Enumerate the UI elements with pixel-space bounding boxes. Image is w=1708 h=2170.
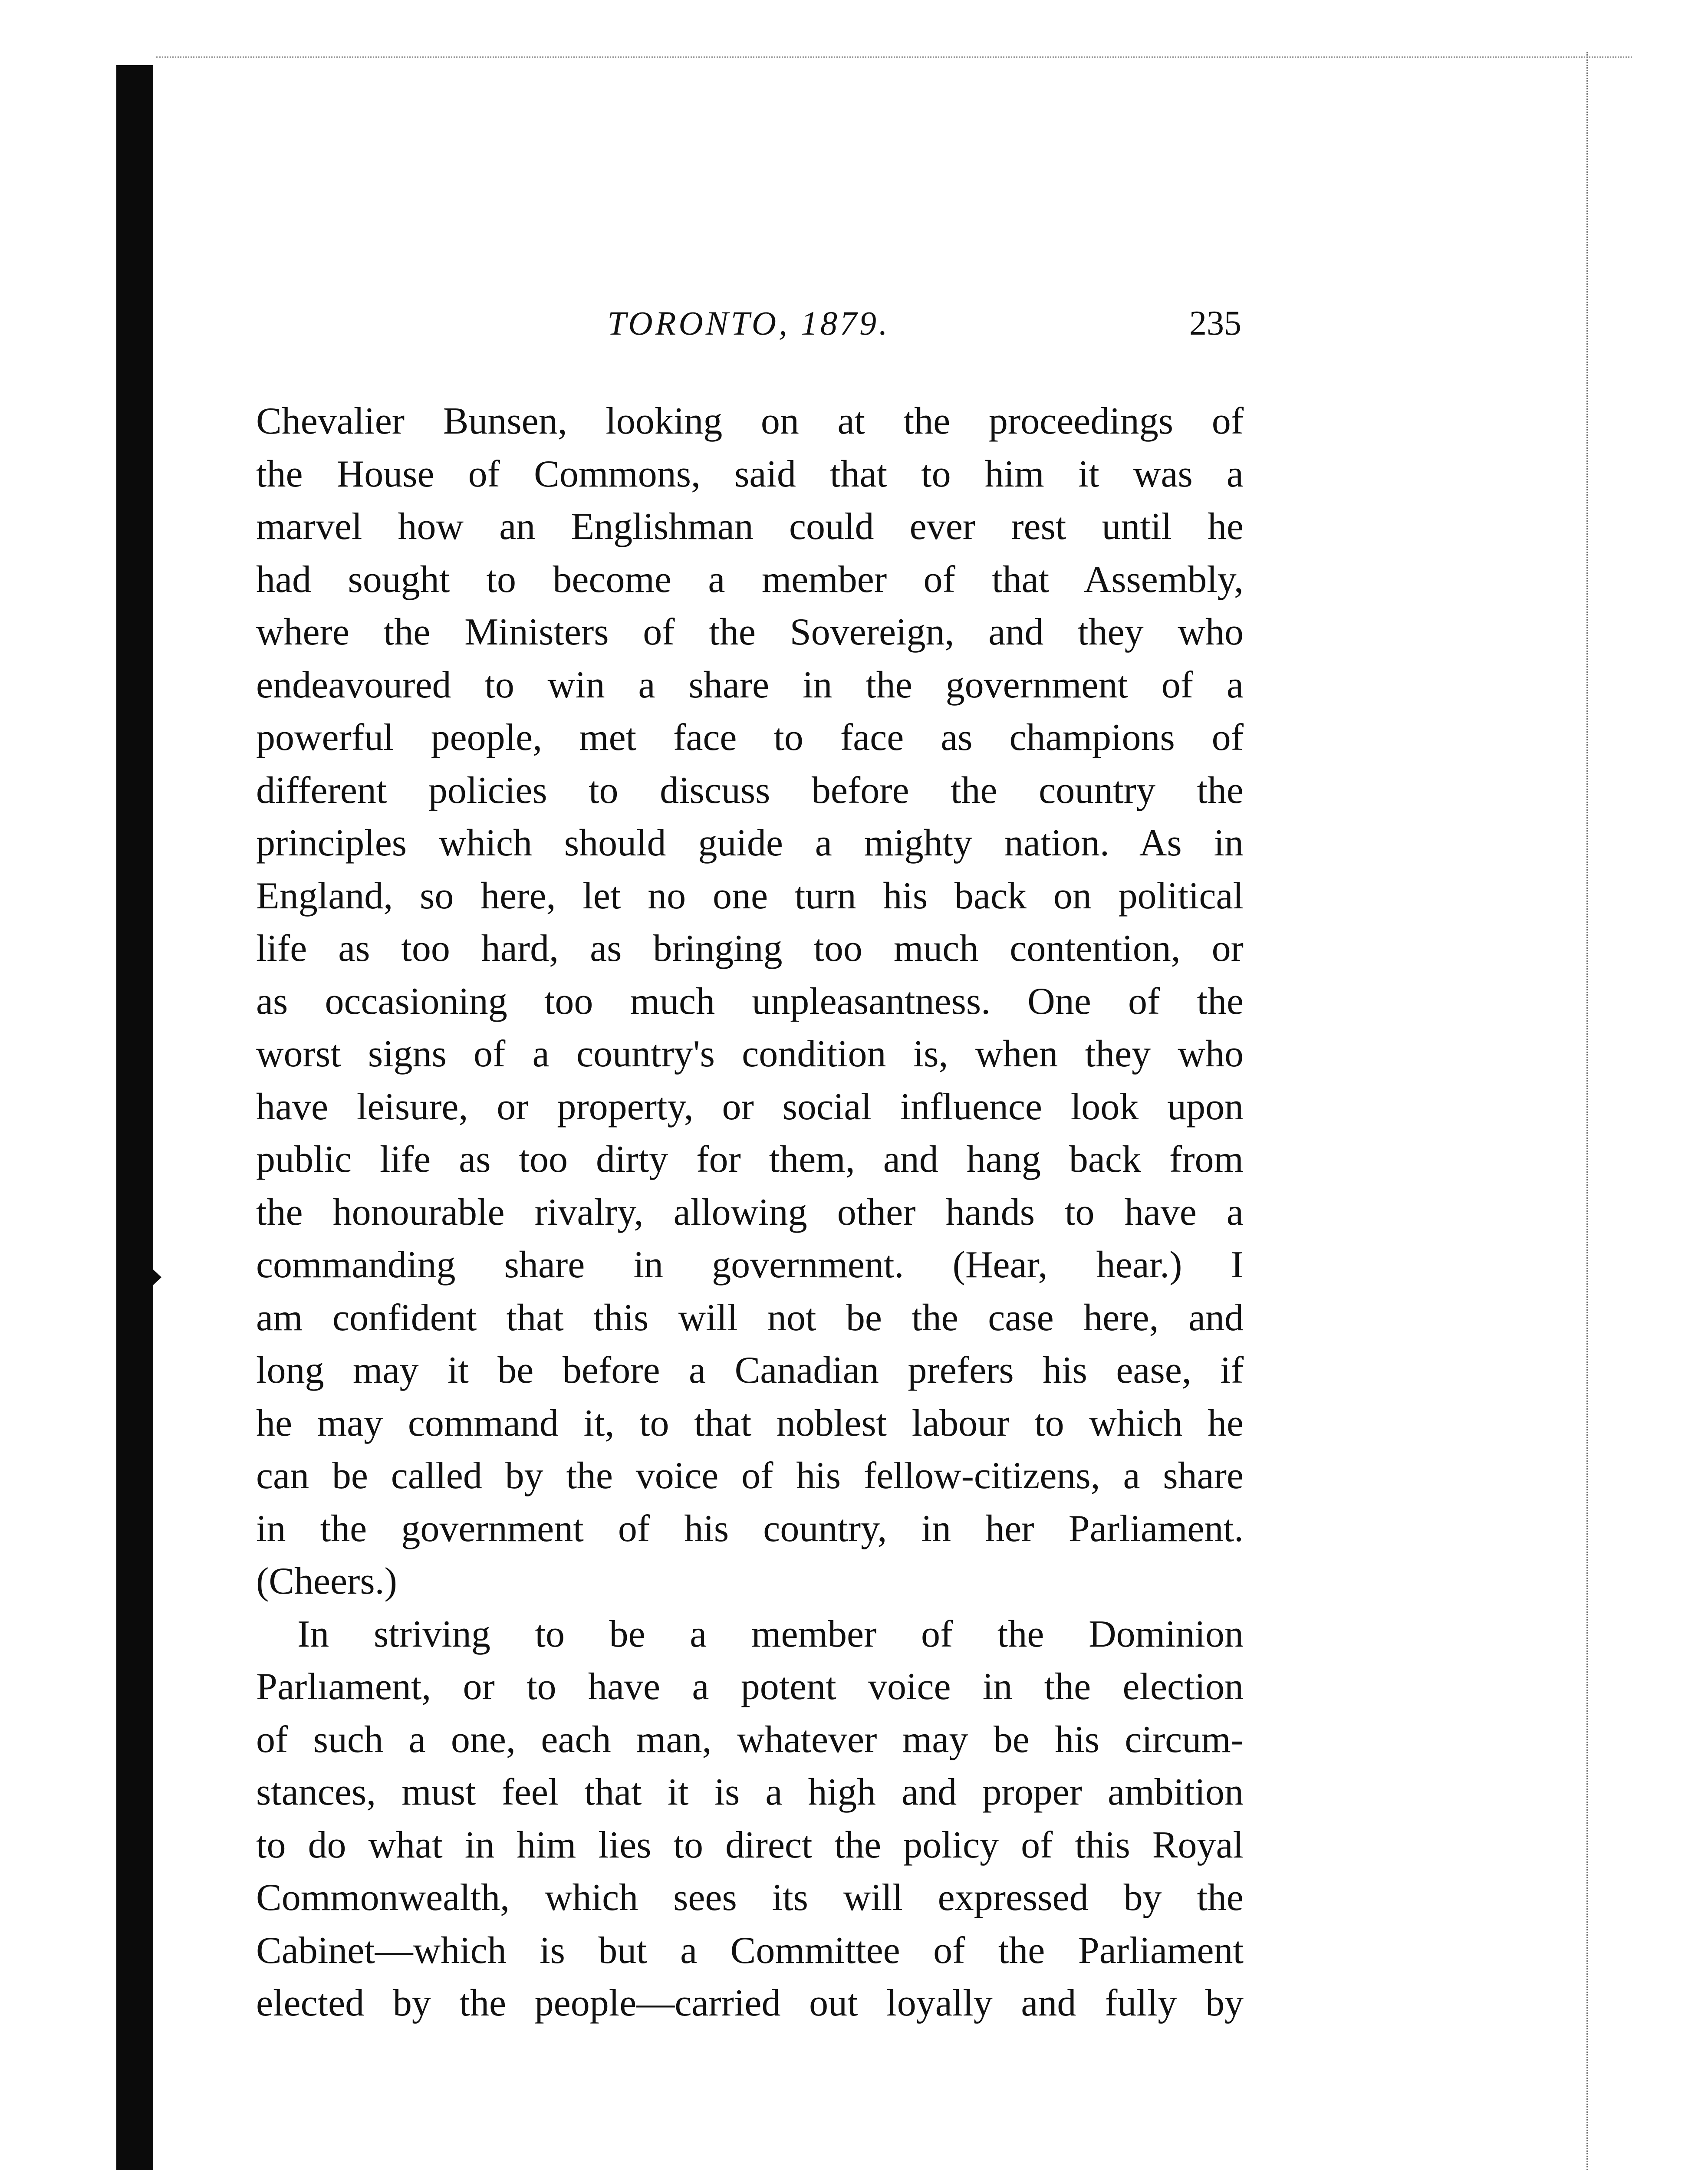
text-line: public life as too dirty for them, and hang back from xyxy=(256,1138,1244,1180)
page-edge-right xyxy=(1586,52,1588,2170)
text-line: Commonwealth, which sees its will expressed by the xyxy=(256,1877,1244,1919)
text-line: he may command it, to that noblest labour to which he xyxy=(256,1402,1244,1444)
text-line: principles which should guide a mighty nation. As in xyxy=(256,822,1244,864)
page-number: 235 xyxy=(1189,304,1241,342)
text-line: marvel how an Englishman could ever rest until he xyxy=(256,506,1244,548)
binding-shadow xyxy=(116,65,153,2170)
binding-notch xyxy=(148,1265,161,1289)
text-line: had sought to become a member of that Assembly, xyxy=(256,558,1244,601)
running-title: TORONTO, 1879. xyxy=(607,304,890,342)
text-line: can be called by the voice of his fellow-citizens, a share xyxy=(256,1455,1244,1497)
running-head xyxy=(256,304,1241,360)
text-line: am confident that this will not be the case here, and xyxy=(256,1296,1244,1339)
text-line: long may it be before a Canadian prefers his ease, if xyxy=(256,1349,1244,1391)
text-line: have leisure, or property, or social influence look upon xyxy=(256,1085,1244,1128)
text-line: worst signs of a country's condition is, when they who xyxy=(256,1033,1244,1075)
text-line: Chevalier Bunsen, looking on at the proceedings of xyxy=(256,400,1244,442)
text-line: where the Ministers of the Sovereign, and they who xyxy=(256,611,1244,653)
text-line: (Cheers.) xyxy=(256,1560,397,1602)
paragraph-start-line: In striving to be a member of the Dominion xyxy=(297,1613,1244,1655)
text-line: in the government of his country, in her Parliament. xyxy=(256,1507,1244,1550)
text-line: elected by the people—carried out loyally and fully by xyxy=(256,1982,1244,2024)
text-line: to do what in him lies to direct the policy of this Royal xyxy=(256,1824,1244,1866)
text-line: as occasioning too much unpleasantness. One of the xyxy=(256,980,1244,1023)
body-text xyxy=(256,395,1244,2030)
text-line: the honourable rivalry, allowing other hands to have a xyxy=(256,1191,1244,1233)
text-line: England, so here, let no one turn his back on political xyxy=(256,875,1244,917)
text-line: the House of Commons, said that to him it was a xyxy=(256,453,1244,495)
text-line: stances, must feel that it is a high and proper ambition xyxy=(256,1771,1244,1813)
text-line: Parlıament, or to have a potent voice in the election xyxy=(256,1666,1244,1708)
page-edge-top xyxy=(156,56,1632,58)
text-line: endeavoured to win a share in the government of a xyxy=(256,664,1244,706)
text-line: powerful people, met face to face as champions of xyxy=(256,717,1244,759)
text-line: life as too hard, as bringing too much contention, or xyxy=(256,927,1244,970)
text-line: Cabinet—which is but a Committee of the Parliament xyxy=(256,1929,1244,1972)
text-line: commanding share in government. (Hear, hear.) I xyxy=(256,1244,1244,1286)
text-line: different policies to discuss before the country the xyxy=(256,769,1244,812)
text-line: of such a one, each man, whatever may be his circum- xyxy=(256,1718,1244,1761)
